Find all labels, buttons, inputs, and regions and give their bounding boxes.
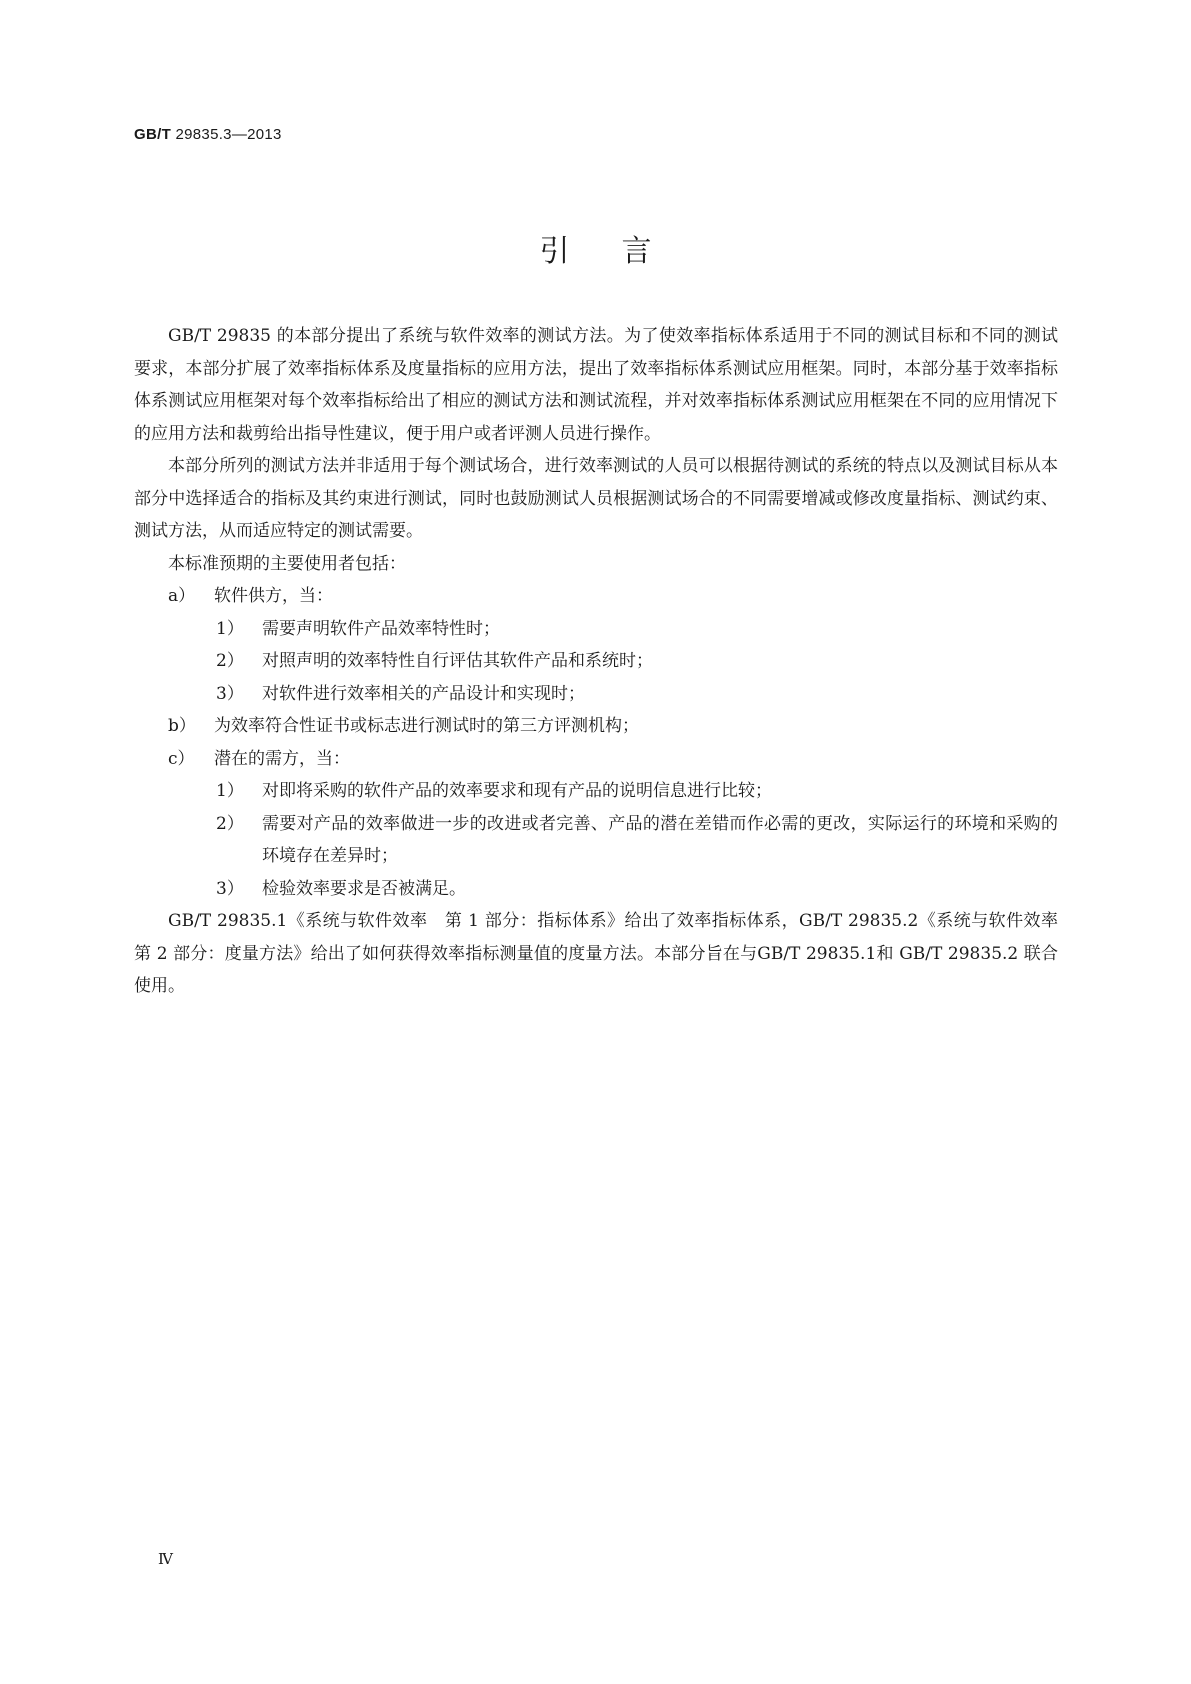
list-item-text: 潜在的需方，当： <box>214 748 350 769</box>
list-item-text: 对软件进行效率相关的产品设计和实现时； <box>262 683 585 704</box>
list-item-a-2 <box>134 645 1058 678</box>
paragraph-closing: GB/T 29835.1《系统与软件效率 第 1 部分：指标体系》给出了效率指标体系，GB/T 29835.2《系统与软件效率 第 2 部分：度量方法》给出了如何获得效率指标测量值的度量方法。本部分旨在与GB/T 29835.1和 GB/T 29835.2 联合使用。 <box>134 911 1075 996</box>
list-marker: 2） <box>216 651 244 671</box>
list-item-text: 检验效率要求是否被满足。 <box>262 878 466 899</box>
standard-code: GB/T <box>134 126 172 143</box>
list-marker: 1） <box>216 618 244 639</box>
list-item-c-2 <box>134 808 1058 873</box>
list-marker: 3） <box>216 878 244 899</box>
list-marker: a） <box>168 586 196 606</box>
list-item-text: 需要声明软件产品效率特性时； <box>262 618 500 639</box>
page-title: 引言 <box>539 234 704 269</box>
page-number: Ⅳ <box>158 1550 173 1568</box>
list-marker: 3） <box>216 683 244 704</box>
list-item-text: 对即将采购的软件产品的效率要求和现有产品的说明信息进行比较； <box>262 781 772 801</box>
paragraph-users-lead: 本标准预期的主要使用者包括： <box>168 553 406 574</box>
list-item-c <box>134 743 1058 776</box>
list-marker: b） <box>168 716 196 736</box>
list-marker: 2） <box>216 813 244 834</box>
standard-number: 29835.3—2013 <box>175 126 282 143</box>
paragraph-scope: 本部分所列的测试方法并非适用于每个测试场合，进行效率测试的人员可以根据待测试的系统的特点以及测试目标从本部分中选择适合的指标及其约束进行测试，同时也鼓励测试人员根据测试场合的不同需要增减或修改度量指标、测试约束、测试方法，从而适应特定的测试需要。 <box>134 456 1058 541</box>
list-item-a-3 <box>134 678 1058 711</box>
list-item-text: 为效率符合性证书或标志进行测试时的第三方评测机构； <box>214 716 639 736</box>
list-item-text: 软件供方，当： <box>214 586 333 606</box>
list-item-text: 需要对产品的效率做进一步的改进或者完善、产品的潜在差错而作必需的更改，实际运行的环境和采购的环境存在差异时； <box>262 813 1058 866</box>
document-body <box>134 320 1075 1003</box>
list-item-a-1 <box>134 613 1058 646</box>
list-marker: 1） <box>216 781 244 801</box>
list-item-text: 对照声明的效率特性自行评估其软件产品和系统时； <box>262 651 653 671</box>
list-item-c-3 <box>134 873 1058 906</box>
paragraph-intro: GB/T 29835 的本部分提出了系统与软件效率的测试方法。为了使效率指标体系适用于不同的测试目标和不同的测试要求，本部分扩展了效率指标体系及度量指标的应用方法，提出了效率指标体系测试应用框架。同时，本部分基于效率指标体系测试应用框架对每个效率指标给出了相应的测试方法和测试流程，并对效率指标体系测试应用框架在不同的应用情况下的应用方法和裁剪给出指导性建议，便于用户或者评测人员进行操作。 <box>134 326 1058 444</box>
document-header <box>134 126 282 143</box>
list-marker: c） <box>168 748 195 769</box>
list-item-b <box>134 710 1058 743</box>
list-item-c-1 <box>134 775 1058 808</box>
list-item-a <box>134 580 1058 613</box>
